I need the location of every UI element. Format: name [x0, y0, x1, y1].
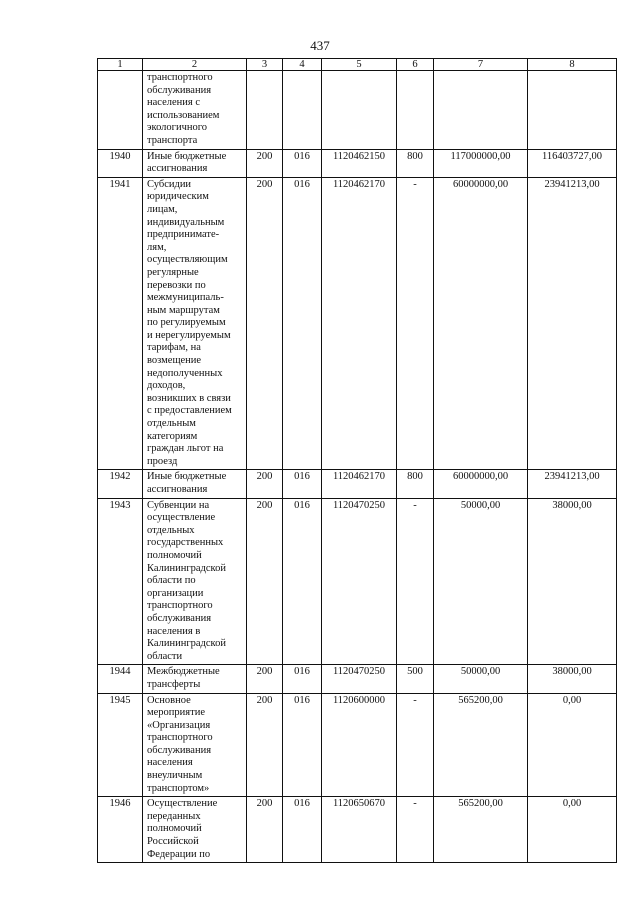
amount-plan-cell: 117000000,00	[434, 149, 528, 177]
table-row	[98, 177, 617, 470]
column-6-cell: -	[397, 693, 434, 797]
header-cell-6: 6	[397, 59, 434, 71]
row-name-cell: Иные бюджетные ассигнования	[143, 470, 247, 498]
header-cell-3: 3	[247, 59, 283, 71]
header-cell-7: 7	[434, 59, 528, 71]
row-name-cell: Основное мероприятие «Организация транспортного обслуживания населения внеуличным транспортом»	[143, 693, 247, 797]
table-row	[98, 71, 617, 150]
table-row	[98, 149, 617, 177]
column-3-cell: 200	[247, 797, 283, 863]
amount-plan-cell: 50000,00	[434, 498, 528, 665]
row-number-cell: 1944	[98, 665, 143, 693]
code-cell: 1120462150	[322, 149, 397, 177]
code-cell: 1120470250	[322, 665, 397, 693]
column-3-cell: 200	[247, 149, 283, 177]
amount-plan-cell: 565200,00	[434, 693, 528, 797]
column-3-cell: 200	[247, 498, 283, 665]
row-number-cell: 1945	[98, 693, 143, 797]
row-number-cell: 1941	[98, 177, 143, 470]
code-cell	[322, 71, 397, 150]
column-3-cell: 200	[247, 470, 283, 498]
row-name-cell: транспортного обслуживания населения с использованием экологичного транспорта	[143, 71, 247, 150]
column-3-cell: 200	[247, 665, 283, 693]
column-4-cell: 016	[283, 149, 322, 177]
header-cell-5: 5	[322, 59, 397, 71]
code-cell: 1120650670	[322, 797, 397, 863]
code-cell: 1120462170	[322, 177, 397, 470]
column-4-cell: 016	[283, 498, 322, 665]
header-cell-8: 8	[528, 59, 617, 71]
header-row	[98, 59, 617, 71]
header-cell-2: 2	[143, 59, 247, 71]
amount-actual-cell: 23941213,00	[528, 470, 617, 498]
amount-actual-cell: 116403727,00	[528, 149, 617, 177]
row-name-cell: Субвенции на осуществление отдельных государственных полномочий Калининградской области по организации транспортного обслуживания населения в Калининградской области	[143, 498, 247, 665]
code-cell: 1120470250	[322, 498, 397, 665]
header-cell-4: 4	[283, 59, 322, 71]
column-4-cell: 016	[283, 470, 322, 498]
column-6-cell: -	[397, 177, 434, 470]
column-4-cell: 016	[283, 797, 322, 863]
code-cell: 1120600000	[322, 693, 397, 797]
row-name-cell: Иные бюджетные ассигнования	[143, 149, 247, 177]
row-number-cell: 1946	[98, 797, 143, 863]
row-number-cell: 1943	[98, 498, 143, 665]
table-body	[98, 71, 617, 863]
table-row	[98, 797, 617, 863]
amount-plan-cell: 60000000,00	[434, 177, 528, 470]
amount-actual-cell: 0,00	[528, 797, 617, 863]
amount-plan-cell: 50000,00	[434, 665, 528, 693]
row-name-cell: Осуществление переданных полномочий Российской Федерации по	[143, 797, 247, 863]
amount-actual-cell: 0,00	[528, 693, 617, 797]
column-3-cell	[247, 71, 283, 150]
header-cell-1: 1	[98, 59, 143, 71]
column-4-cell	[283, 71, 322, 150]
page-number: 437	[310, 38, 330, 53]
column-6-cell: -	[397, 797, 434, 863]
amount-actual-cell: 23941213,00	[528, 177, 617, 470]
column-3-cell: 200	[247, 693, 283, 797]
table-row	[98, 693, 617, 797]
column-4-cell: 016	[283, 693, 322, 797]
column-6-cell	[397, 71, 434, 150]
column-6-cell: 500	[397, 665, 434, 693]
column-6-cell: 800	[397, 470, 434, 498]
column-4-cell: 016	[283, 177, 322, 470]
row-name-cell: Субсидии юридическим лицам, индивидуальным предпринимате- лям, осуществляющим регулярные перевозки по межмуниципаль- ным маршрутам по регулируемым и нерегулируемым тарифам, на возмещение недополученных доходов, возникших в связи с предоставлением отдельным категориям граждан льгот на проезд	[143, 177, 247, 470]
row-number-cell	[98, 71, 143, 150]
table-row	[98, 470, 617, 498]
amount-actual-cell	[528, 71, 617, 150]
column-6-cell: -	[397, 498, 434, 665]
amount-actual-cell: 38000,00	[528, 665, 617, 693]
column-6-cell: 800	[397, 149, 434, 177]
budget-table	[97, 58, 617, 863]
column-4-cell: 016	[283, 665, 322, 693]
row-number-cell: 1942	[98, 470, 143, 498]
row-number-cell: 1940	[98, 149, 143, 177]
row-name-cell: Межбюджетные трансферты	[143, 665, 247, 693]
amount-plan-cell	[434, 71, 528, 150]
table-row	[98, 665, 617, 693]
table-row	[98, 498, 617, 665]
code-cell: 1120462170	[322, 470, 397, 498]
amount-actual-cell: 38000,00	[528, 498, 617, 665]
amount-plan-cell: 565200,00	[434, 797, 528, 863]
column-3-cell: 200	[247, 177, 283, 470]
amount-plan-cell: 60000000,00	[434, 470, 528, 498]
